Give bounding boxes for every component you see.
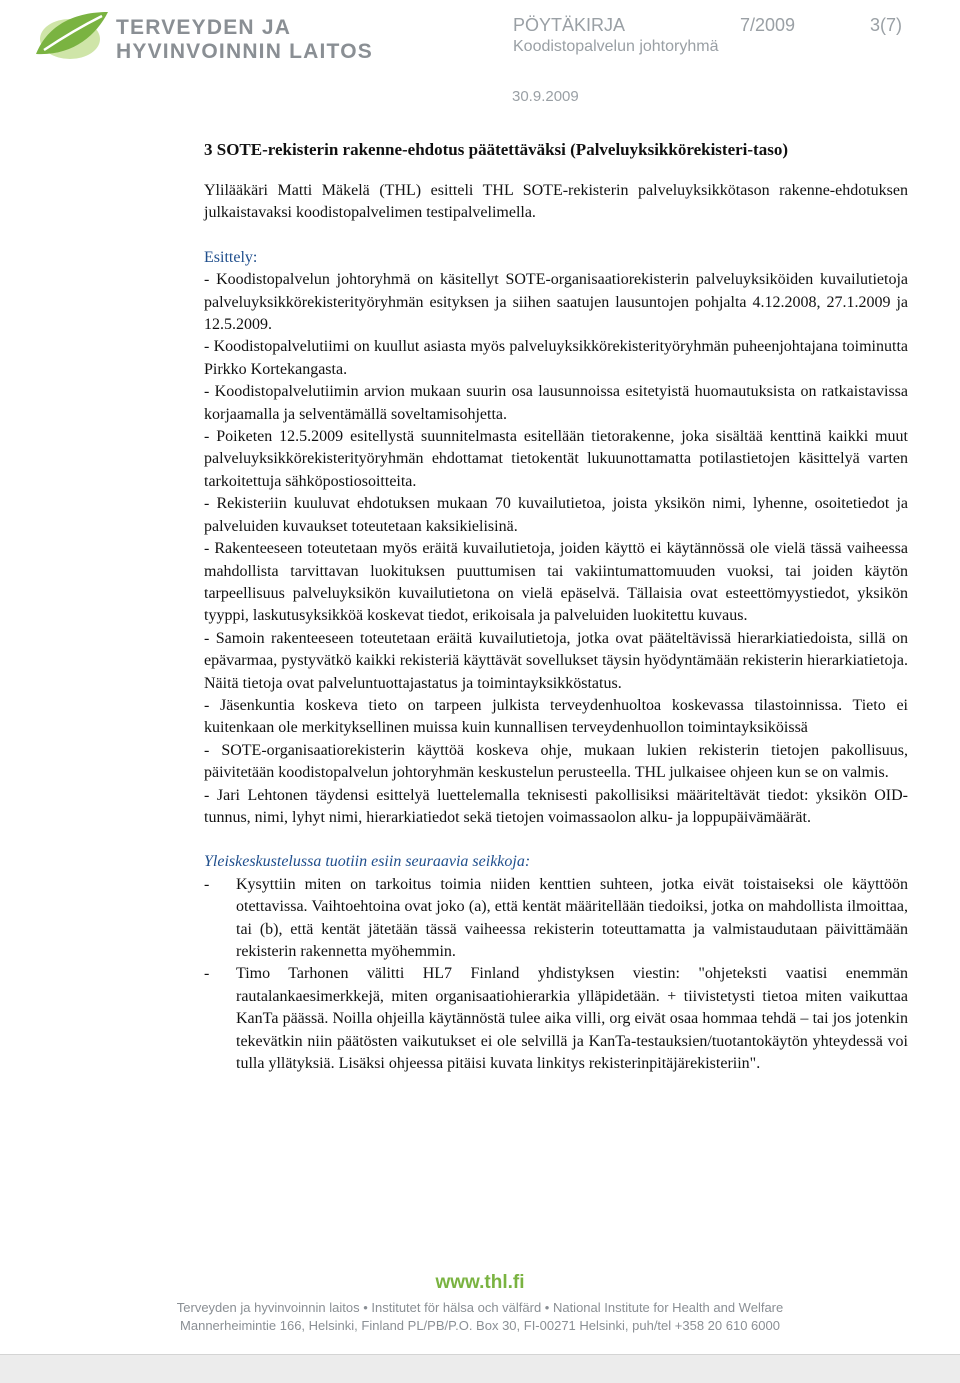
esittely-item: - Jari Lehtonen täydensi esittelyä luettelemalla teknisesti pakollisiksi määriteltävät tiedot: yksikön OID-tunnus, nimi, lyhyt nimi, hierarkiatiedot sekä tietojen voimassaolon alku- ja loppupäivämäärät. xyxy=(204,786,908,826)
list-dash: - xyxy=(204,965,210,983)
esittely-item: - Jäsenkuntia koskeva tieto on tarpeen julkista terveydenhuoltoa koskevassa tilastoinnissa. Tieto ei kuitenkaan ole merkityksellinen muissa kuin kunnallisen terveydenhuollon toimintayksiköissä xyxy=(204,696,908,737)
leaf-logo-icon xyxy=(30,6,114,66)
section-title: 3 SOTE-rekisterin rakenne-ehdotus päätettäväksi (Palveluyksikkörekisteri-taso) xyxy=(204,140,788,159)
esittely-item: - Rekisteriin kuuluvat ehdotuksen mukaan 70 kuvailutietoa, joista yksikön nimi, lyhenne, osoitetiedot ja palveluiden kuvaukset toteutetaan kaksikielisinä. xyxy=(204,495,908,535)
list-dash: - xyxy=(204,875,210,893)
esittely-item: - Poiketen 12.5.2009 esitellystä suunnitelmasta esitellään tietorakenne, joka sisältää kenttinä kaikki muut palveluyksikkörekisterityöryhmän ehdottamat tietokentät lukuunottamatta potilastietojen käsittelyä varten tarkoitettuja sähköpostiosoitteita. xyxy=(204,428,908,490)
footer-institution: Terveyden ja hyvinvoinnin laitos • Institutet för hälsa och välfärd • National Institute for Health and Welfare xyxy=(176,1300,784,1315)
discussion-text: Kysyttiin miten on tarkoitus toimia niiden kenttien suhteen, jotka eivät toistaiseksi ole käyttöön otettavissa. Vaihtoehtoina ovat joko (a), että kentät määritellään tiedoiksi, jotka on mahdollista ilmoittaa, tai (b), että kentät jätetään tässä vaiheessa rekisterin toteuttamatta ja valmistaudutaan päivittämään rekisterin rakennetta myöhemmin. xyxy=(236,875,908,960)
logo-wordmark xyxy=(116,16,373,64)
discussion-item xyxy=(204,963,908,1075)
esittely-item: - SOTE-organisaatiorekisterin käyttöä koskeva ohje, mukaan lukien rekisterin tietojen pakollisuus, päivitetään koodistopalvelun johtoryhmän keskustelun perusteella. THL julkaisee ohjeen kun se on valmis. xyxy=(204,741,908,782)
intro-paragraph: Ylilääkäri Matti Mäkelä (THL) esitteli THL SOTE-rekisterin palveluyksikkötason rakenne-ehdotuksen julkaistavaksi koodistopalvelimen testipalvelimella. xyxy=(204,182,908,222)
esittely-item: - Samoin rakenteeseen toteutetaan eräitä kuvailutietoja, jotka ovat pääteltävissä hierarkiatiedoista, sillä on epävarmaa, pystyvätkö kaikki rekisteriä käyttävät sovellukset täysin hyödyntämään rekisterin hierarkiatietoja. Näitä tietoja ovat palveluntuottajastatus ja toimintayksikköstatus. xyxy=(204,629,908,692)
thl-logo xyxy=(30,6,380,66)
page-bottom-bar xyxy=(0,1354,960,1383)
document-type: PÖYTÄKIRJA xyxy=(513,15,626,35)
discussion-item xyxy=(204,874,908,964)
esittely-item: - Rakenteeseen toteutetaan myös eräitä kuvailutietoja, joiden käyttö ei käytännössä ole vielä tässä vaiheessa mahdollista tarvittavan luokituksen puuttumisen tai vakiintumattomuuden vuoksi, tai joiden käytön tarpeellisuus palveluyksikön kuvailutietona on vielä epäselvä. Tällaisia ovat esteettömyystiedot, yksikön tyyppi, laskutusyksikköä koskevat tiedot, erikoisala ja palveluiden luokitettu kuvaus. xyxy=(204,540,908,625)
document-header xyxy=(513,15,902,56)
footer-website-link[interactable]: www.thl.fi xyxy=(435,1272,525,1293)
group-name: Koodistopalvelun johtoryhmä xyxy=(513,38,719,55)
minutes-section xyxy=(204,139,908,1075)
logo-line2: HYVINVOINNIN LAITOS xyxy=(116,40,373,63)
document-date: 30.9.2009 xyxy=(512,88,579,105)
logo-line1: TERVEYDEN JA xyxy=(116,16,292,39)
esittely-label: Esittely: xyxy=(204,248,258,266)
esittely-item: - Koodistopalvelutiimi on kuullut asiasta myös palveluyksikkörekisterityöryhmän puheenjohtajana toiminutta Pirkko Kortekangasta. xyxy=(204,338,908,378)
discussion-label: Yleiskeskustelussa tuotiin esiin seuraavia seikkoja: xyxy=(204,853,531,871)
esittely-item: - Koodistopalvelutiimin arvion mukaan suurin osa lausunnoissa esitetyistä huomautuksista on ratkaistavissa korjaamalla ja selventämällä soveltamisohjetta. xyxy=(204,383,908,423)
discussion-text: Timo Tarhonen välitti HL7 Finland yhdistyksen viestin: "ohjeteksti vaatisi enemmän rautalankaesimerkkejä, miten organisaatiohierarkia ylläpidetään. + tiivistetysti tietoa miten vaikuttaa KanTa päässä. Noilla ohjeilla käytännöstä tulee aika villi, org eivät osaa hommaa tehdä – tai jos jotenkin tekevätkin niin päätösten vaikutukset ei ole selvillä ja KanTa-testauksien/tuotantokäytön yhteydessä voi tulla yllätyksiä. Lisäksi ohjeessa pitäisi kuvata linkitys rekisterinpitäjärekisteriin". xyxy=(236,965,908,1073)
page-number: 3(7) xyxy=(870,15,903,35)
document-number: 7/2009 xyxy=(740,15,796,35)
esittely-item: - Koodistopalvelun johtoryhmä on käsitellyt SOTE-organisaatiorekisterin palveluyksiköiden kuvailutietoja palveluyksikkörekisterityöryhmän esityksen ja siihen saatujen lausuntojen pohjalta 4.12.2008, 27.1.2009 ja 12.5.2009. xyxy=(204,271,908,334)
footer-address: Mannerheimintie 166, Helsinki, Finland PL/PB/P.O. Box 30, FI-00271 Helsinki, puh/tel +358 20 610 6000 xyxy=(180,1318,780,1333)
